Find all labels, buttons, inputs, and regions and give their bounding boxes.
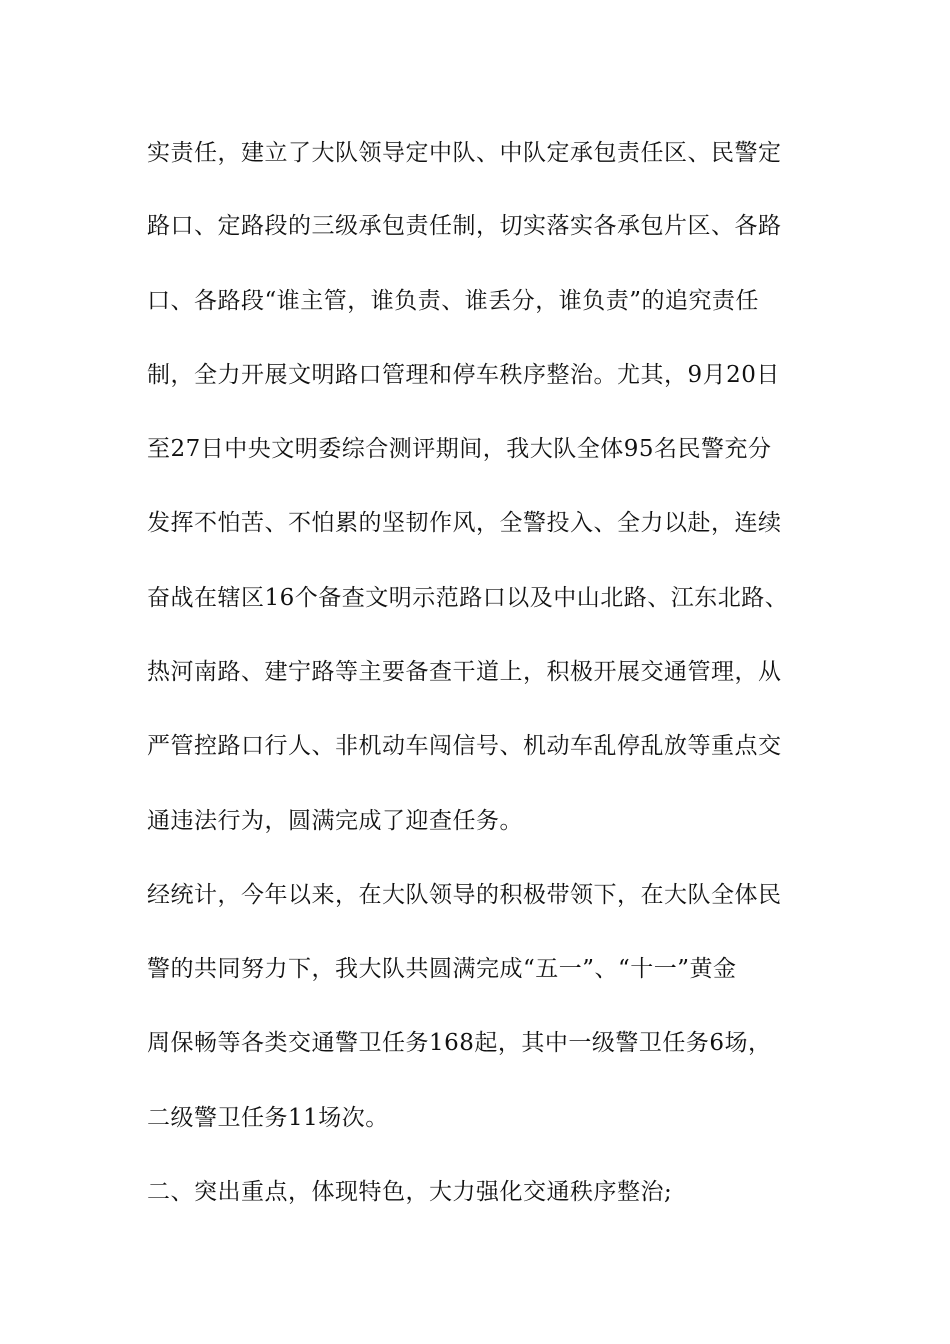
paragraph-line: 至27日中央文明委综合测评期间，我大队全体95名民警充分 bbox=[147, 436, 772, 462]
paragraph-line: 发挥不怕苦、不怕累的坚韧作风，全警投入、全力以赴，连续 bbox=[147, 510, 782, 536]
paragraph-line: 制，全力开展文明路口管理和停车秩序整治。尤其，9月20日 bbox=[147, 362, 780, 388]
paragraph-line: 口、各路段“谁主管，谁负责、谁丢分，谁负责”的追究责任 bbox=[147, 288, 760, 314]
paragraph-line: 严管控路口行人、非机动车闯信号、机动车乱停乱放等重点交 bbox=[147, 733, 782, 759]
paragraph-line: 经统计，今年以来，在大队领导的积极带领下，在大队全体民 bbox=[147, 882, 782, 908]
paragraph-line: 实责任，建立了大队领导定中队、中队定承包责任区、民警定 bbox=[147, 140, 782, 166]
paragraph-line: 周保畅等各类交通警卫任务168起，其中一级警卫任务6场， bbox=[147, 1030, 772, 1056]
paragraph-line: 奋战在辖区16个备查文明示范路口以及中山北路、江东北路、 bbox=[147, 585, 789, 611]
paragraph-line: 通违法行为，圆满完成了迎查任务。 bbox=[147, 808, 523, 834]
paragraph-line: 警的共同努力下，我大队共圆满完成“五一”、“十一”黄金 bbox=[147, 956, 737, 982]
paragraph-line: 二级警卫任务11场次。 bbox=[147, 1105, 389, 1131]
paragraph-line: 路口、定路段的三级承包责任制，切实落实各承包片区、各路 bbox=[147, 213, 782, 239]
paragraph-line: 热河南路、建宁路等主要备查干道上，积极开展交通管理，从 bbox=[147, 659, 782, 685]
section-heading: 二、突出重点，体现特色，大力强化交通秩序整治; bbox=[147, 1179, 673, 1205]
